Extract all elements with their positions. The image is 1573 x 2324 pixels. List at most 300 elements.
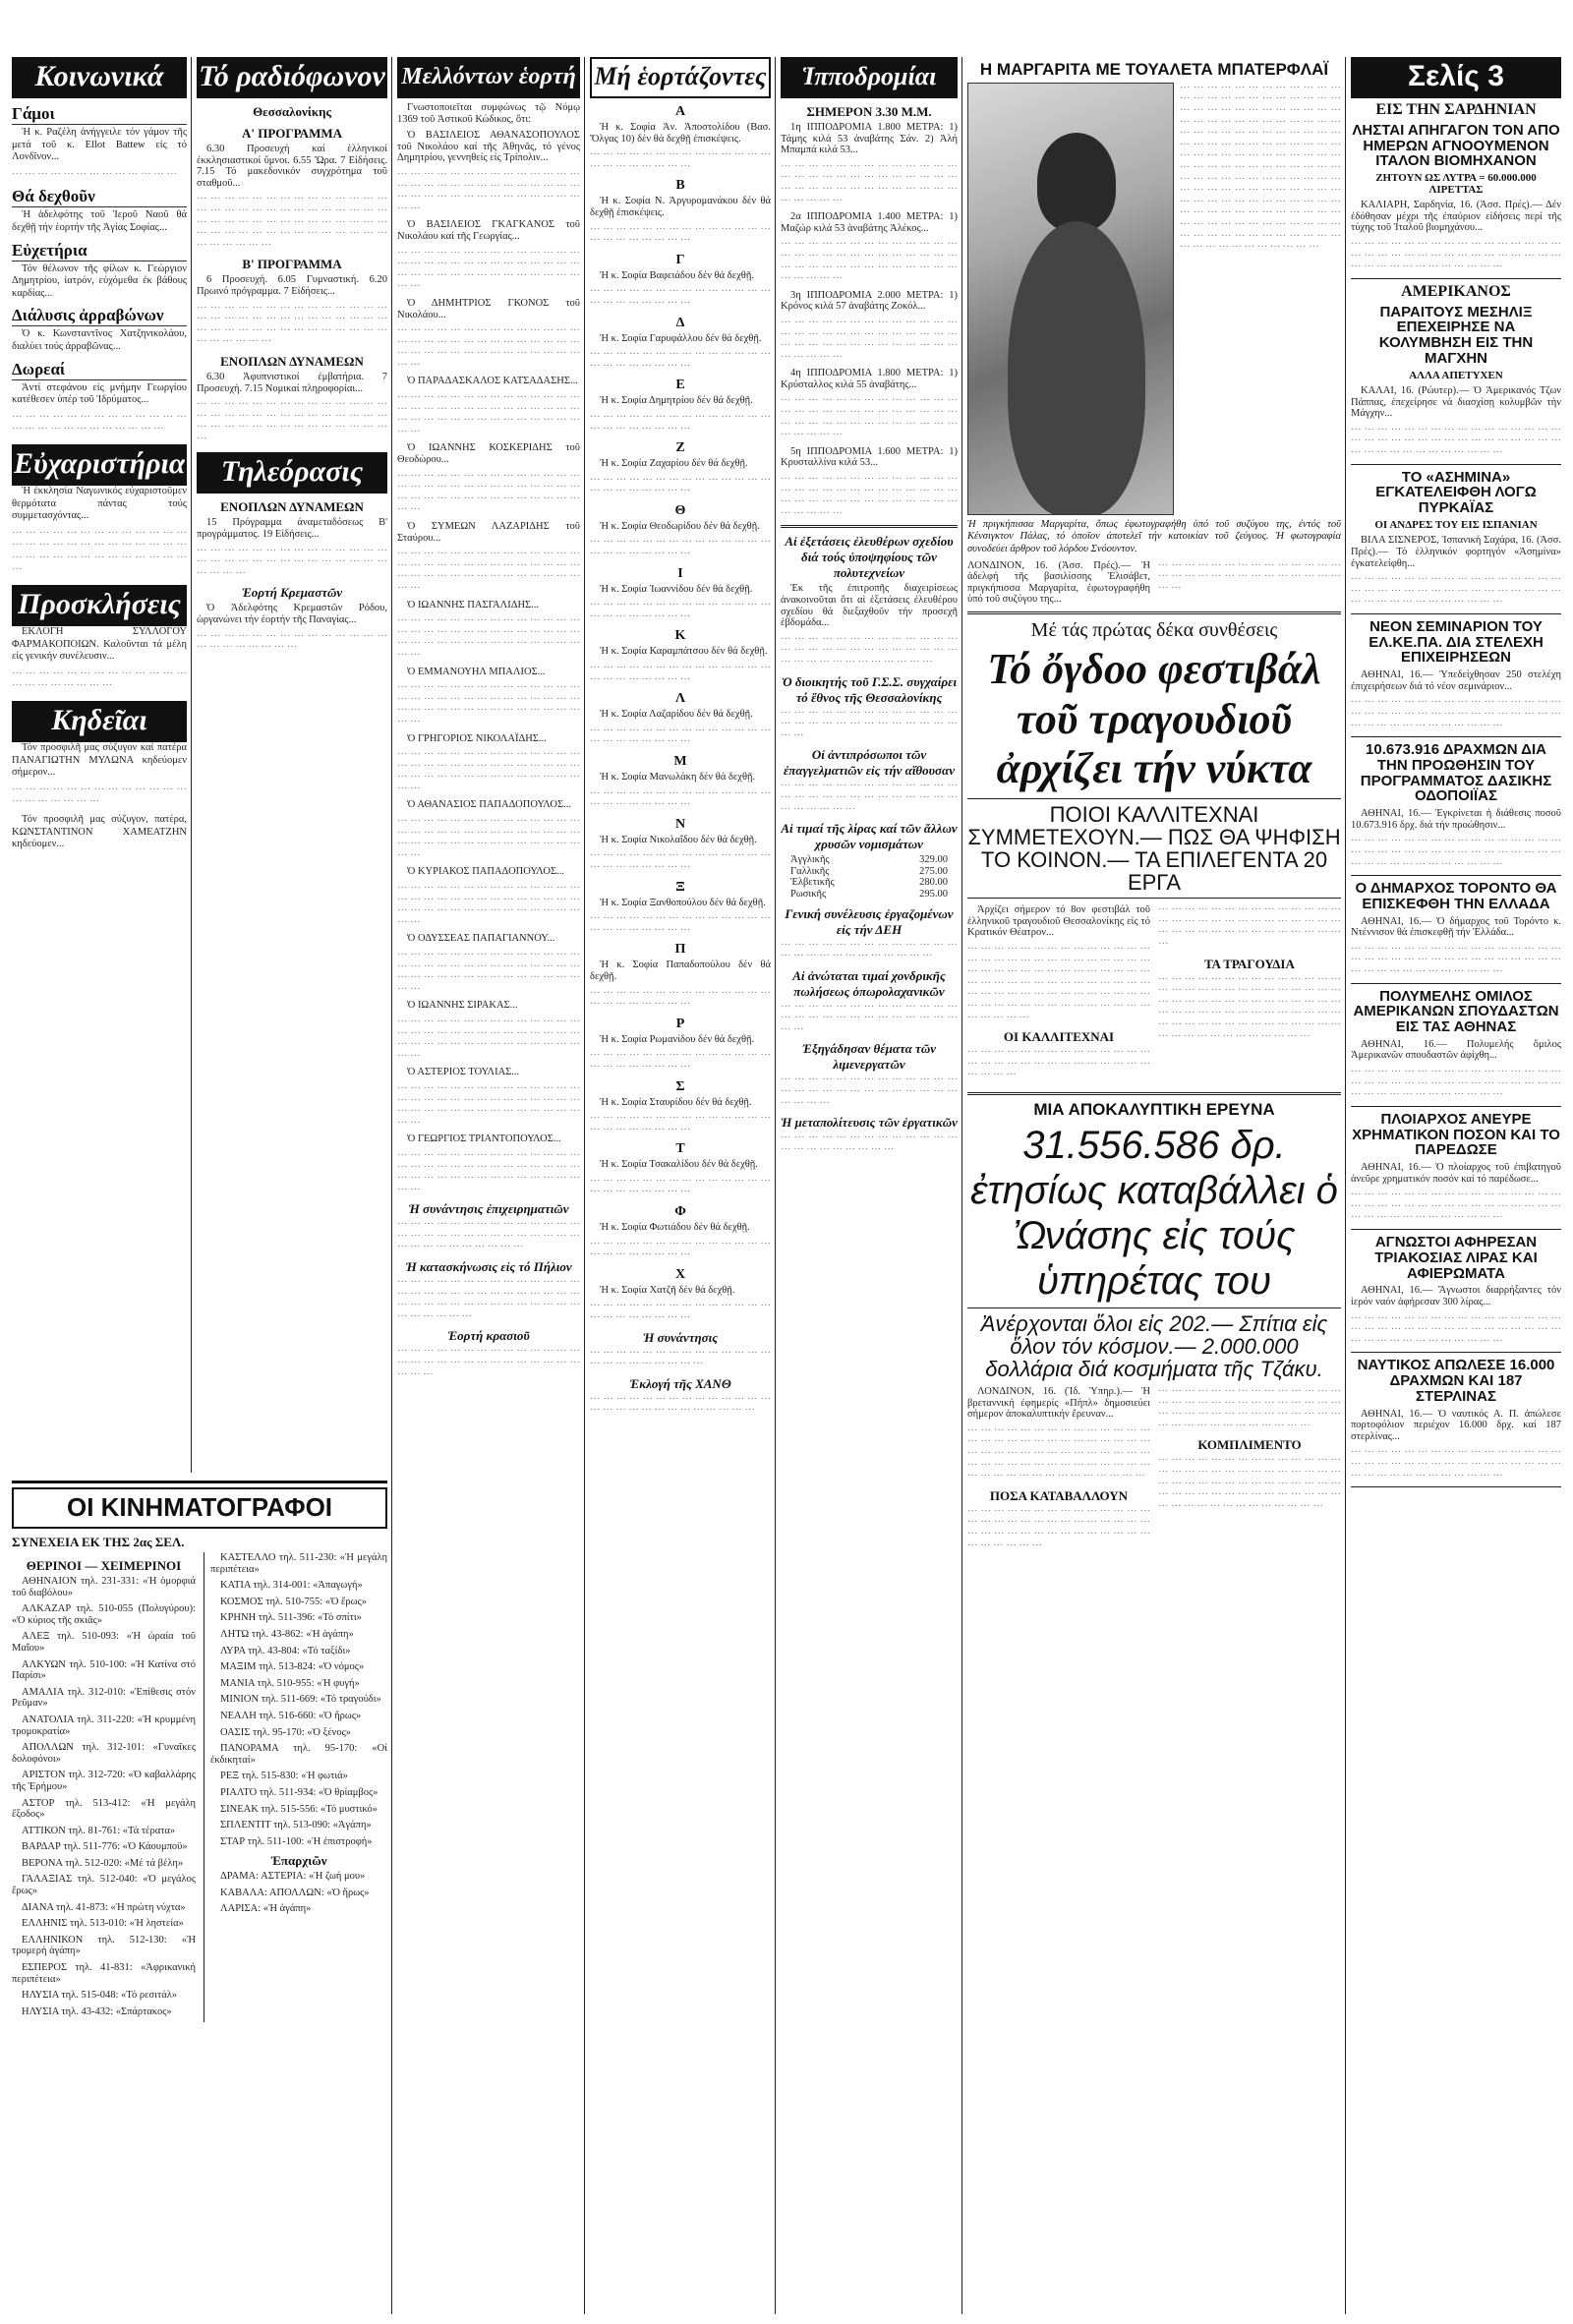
filler-text: ··· ··· ··· ··· ··· ··· ··· ··· ··· ··· ··· ··· ··· ··· ··· ··· ··· ··· ··· ··· ··· ··· ··· ··· ··· ··· ··· ··· ··· ··· ··· ···	[781, 781, 958, 815]
notice-item: Ὁ ΔΗΜΗΤΡΙΟΣ ΓΚΟΝΟΣ τοῦ Νικολάου...	[397, 297, 580, 320]
filler-text: ··· ··· ··· ··· ··· ··· ··· ··· ··· ··· ··· ··· ··· ··· ··· ··· ··· ··· ··· ··· ··· ··· ··· ··· ··· ··· ··· ··· ··· ··· ··· ··· ··· ··· ··· ··· ··· ··· ··· ··· ··· ··· ··· ···	[397, 392, 580, 437]
cinema-entries	[210, 1552, 387, 1847]
alphabet-letter: Ε	[675, 378, 685, 393]
race-entry: 4η ΙΠΠΟΔΡΟΜΙΑ 1.800 ΜΕΤΡΑ: 1) Κρύσταλλος κιλά 55 ἀναβάτης...	[781, 368, 958, 390]
subhead-today: ΣΗΜΕΡΟΝ 3.30 Μ.Μ.	[806, 104, 932, 119]
name-day-list	[590, 104, 771, 1324]
news-kicker: ΕΙΣ ΤΗΝ ΣΑΡΔΗΝΙΑΝ	[1375, 101, 1537, 118]
filler-text: ··· ··· ··· ··· ··· ··· ··· ··· ··· ··· ··· ··· ··· ··· ··· ··· ··· ··· ··· ··· ··· ···	[590, 411, 771, 435]
filler-text: ··· ··· ··· ··· ··· ··· ··· ··· ··· ··· ··· ··· ··· ··· ··· ··· ··· ··· ··· ··· ··· ···	[590, 474, 771, 497]
article-text: 6 Προσευχή. 6.05 Γυμναστική. 6.20 Πρωινό πρόγραμμα. 7 Εἰδήσεις...	[197, 274, 387, 297]
filler-text: ··· ··· ··· ··· ··· ··· ··· ··· ··· ··· ··· ··· ··· ··· ··· ··· ··· ··· ··· ··· ··· ··· ··· ··· ··· ··· ··· ··· ··· ··· ··· ··· ··· ··· ··· ··· ··· ··· ··· ··· ··· ··· ··· ···	[397, 615, 580, 661]
filler-text: ··· ··· ··· ··· ··· ··· ··· ··· ··· ··· ··· ··· ··· ··· ··· ··· ··· ··· ··· ··· ··· ··· ··· ··· ··· ··· ··· ··· ··· ··· ··· ··· ··· ··· ··· ··· ··· ··· ··· ··· ··· ··· ··· ··· ··· ··· ··· ···	[397, 1277, 580, 1322]
divider	[1351, 736, 1561, 737]
filler-text: ··· ··· ··· ··· ··· ··· ··· ··· ··· ··· ··· ··· ··· ··· ··· ··· ··· ··· ··· ··· ··· ··· ··· ··· ··· ··· ··· ··· ··· ··· ··· ··· ··· ··· ··· ··· ··· ··· ··· ··· ··· ··· ··· ···	[397, 1149, 580, 1195]
divider	[967, 611, 1341, 614]
alphabet-letter: Ρ	[675, 1016, 685, 1031]
filler-text: ··· ··· ··· ··· ··· ··· ··· ··· ··· ··· ··· ··· ··· ··· ··· ··· ··· ··· ··· ··· ··· ···	[781, 1133, 958, 1155]
divider	[1351, 1229, 1561, 1230]
news-headline: ΑΓΝΩΣΤΟΙ ΑΦΗΡΕΣΑΝ ΤΡΙΑΚΟΣΙΑΣ ΛΙΡΑΣ ΚΑΙ ΑΦΙΕΡΩΜΑΤΑ	[1374, 1234, 1538, 1282]
filler-text: ··· ··· ··· ··· ··· ··· ··· ··· ··· ··· ··· ··· ··· ··· ··· ··· ··· ··· ··· ··· ··· ··· ··· ··· ··· ··· ··· ··· ··· ··· ··· ··· ··· ··· ··· ··· ··· ··· ··· ··· ··· ··· ··· ··· ··· ··· ··· ···	[197, 302, 387, 348]
filler-text: ··· ··· ··· ··· ··· ··· ··· ··· ··· ··· ··· ··· ··· ··· ··· ··· ··· ··· ··· ··· ··· ··· ··· ··· ··· ··· ··· ··· ··· ··· ··· ··· ··· ··· ··· ··· ··· ··· ··· ··· ··· ··· ··· ···	[1351, 697, 1561, 731]
filler-text: ··· ··· ··· ··· ··· ··· ··· ··· ··· ··· ··· ··· ··· ··· ··· ··· ··· ··· ··· ··· ··· ···	[197, 630, 387, 654]
news-kicker: ΑΜΕΡΙΚΑΝΟΣ	[1401, 282, 1511, 300]
gold-price-table	[781, 854, 958, 900]
alphabet-letter: Ι	[677, 565, 683, 581]
news-body: ΑΘΗΝΑΙ, 16.— Ἄγνωστοι διαρρήξαντες τόν ἱερόν ναόν ἀφήρεσαν 300 λίρας...	[1351, 1285, 1561, 1307]
cinema-entry: ΒΕΡΟΝΑ τηλ. 512-020: «Μέ τά βέλη»	[22, 1857, 184, 1869]
coin-price: 295.00	[919, 888, 948, 900]
gold-price-row	[790, 854, 948, 866]
filler-text: ··· ··· ··· ··· ··· ··· ··· ··· ··· ··· ··· ··· ··· ··· ··· ··· ··· ··· ··· ··· ··· ··· ··· ··· ··· ··· ··· ··· ··· ··· ··· ··· ··· ··· ··· ··· ··· ··· ··· ··· ··· ··· ··· ···	[397, 749, 580, 794]
alphabet-letter: Ζ	[675, 440, 685, 456]
subhead-thessaloniki: Θεσσαλονίκης	[253, 104, 331, 119]
column-social	[12, 57, 187, 1473]
photo-headline: Η ΜΑΡΓΑΡΙΤΑ ΜΕ ΤΟΥΑΛΕΤΑ ΜΠΑΤΕΡΦΛΑΪ	[979, 60, 1329, 79]
column-horse-racing	[781, 57, 958, 2314]
cinema-entry: ΑΘΗΝΑΙΟΝ τηλ. 231-331: «Ἡ ὁμορφιά τοῦ διαβόλου»	[12, 1576, 196, 1598]
notice-item: Ὁ ΙΩΑΝΝΗΣ ΣΙΡΑΚΑΣ...	[407, 1000, 518, 1012]
cinema-entry: ΛΗΤΩ τηλ. 43-862: «Ἡ ἀγάπη»	[220, 1628, 354, 1640]
cinema-entry: ΑΜΑΛΙΑ τηλ. 312-010: «Ἐπίθεσις στόν Ρεῦμαν»	[12, 1686, 196, 1710]
filler-text: ··· ··· ··· ··· ··· ··· ··· ··· ··· ··· ··· ··· ··· ··· ··· ··· ··· ··· ··· ··· ··· ··· ··· ··· ··· ··· ··· ··· ··· ··· ··· ··· ··· ··· ··· ··· ··· ··· ··· ··· ··· ··· ··· ···	[781, 160, 958, 206]
section-header-radio: Τό ραδιόφωνον	[197, 57, 387, 98]
onassis-col-a	[967, 1386, 1150, 1556]
filler-text: ··· ··· ··· ··· ··· ··· ··· ··· ··· ··· ··· ··· ··· ··· ··· ··· ··· ··· ··· ··· ··· ··· ··· ··· ···	[781, 939, 958, 962]
filler-text: ··· ··· ··· ··· ··· ··· ··· ··· ··· ··· ··· ··· ··· ··· ··· ··· ··· ··· ··· ···	[12, 784, 187, 808]
name-day-entry: Ἡ κ. Σοφία Χατζῆ δέν θά δεχθῇ.	[600, 1284, 735, 1296]
cinema-entry: ΝΕΑΛΗ τηλ. 516-660: «Ὁ ἥρως»	[220, 1710, 362, 1721]
article-text: Ἡ κ. Ραζέλη ἀνήγγειλε τόν γάμον τῆς μετά τοῦ κ. Ellot Battew εἰς τό Λονδῖνον...	[12, 127, 187, 163]
coin-price: 329.00	[919, 854, 948, 866]
filler-text: ··· ··· ··· ··· ··· ··· ··· ··· ··· ··· ··· ··· ··· ··· ··· ··· ··· ··· ··· ··· ··· ··· ··· ··· ··· ··· ··· ··· ··· ··· ··· ··· ··· ··· ··· ··· ··· ··· ··· ··· ··· ··· ··· ···	[781, 239, 958, 285]
column-rule	[961, 57, 962, 2314]
name-day-entry: Ἡ κ. Σοφία Ν. Ἀργυρομανάκου δέν θά δεχθῇ ἐπισκέψεις.	[590, 196, 771, 218]
filler-text: ··· ··· ··· ··· ··· ··· ··· ··· ··· ··· ··· ··· ··· ··· ··· ··· ··· ··· ··· ··· ··· ···	[590, 850, 771, 873]
article-text: Ἡ ἀδελφότης τοῦ Ἱεροῦ Ναοῦ θά δεχθῇ τήν ἑορτήν τῆς Ἁγίας Σοφίας...	[12, 209, 187, 233]
name-day-entry: Ἡ κ. Σοφία Ἀν. Ἀποστολίδου (Βασ. Ὄλγας 10) δέν θά δεχθῇ ἐπισκέψεις.	[590, 122, 771, 145]
divider	[1351, 1486, 1561, 1487]
name-day-entry: Ἡ κ. Σοφία Ζαχαρίου δέν θά δεχθῇ.	[600, 458, 748, 470]
alphabet-letter: Γ	[675, 252, 685, 267]
article-text: 6.30 Ἀφυπνιστικοί ἐμβατήρια. 7 Προσευχή. 7.15 Νομικαί πληροφορίαι...	[197, 371, 387, 394]
news-headline: ΝΕΟΝ ΣΕΜΙΝΑΡΙΟΝ ΤΟΥ ΕΛ.ΚΕ.ΠΑ. ΔΙΑ ΣΤΕΛΕΧΗ ΕΠΙΧΕΙΡΗΣΕΩΝ	[1369, 617, 1544, 667]
onassis-headline: 31.556.586 δρ. ἐτησίως καταβάλλει ὁ Ὠνάσης εἰς τούς ὑπηρέτας του	[970, 1123, 1338, 1303]
article-text: Ἀντί στεφάνου εἰς μνήμην Γεωργίου κατέθεσεν ὑπέρ τοῦ Ἱδρύματος...	[12, 381, 187, 406]
alphabet-letter: Β	[675, 178, 685, 194]
coin-name: Γαλλικῆς	[790, 865, 830, 877]
filler-text: ··· ··· ··· ··· ··· ··· ··· ··· ··· ··· ··· ··· ··· ··· ··· ··· ··· ··· ··· ··· ··· ··· ··· ··· ··· ··· ··· ··· ··· ··· ··· ··· ··· ··· ··· ··· ··· ··· ··· ··· ··· ··· ··· ··· ··· ··· ··· ··· ··· ··· ··· ··· ··· ··· ··· ··· ··· ··· ··· ··· ··· ··· ··· ··· ··· ··· ··· ··· ··· ···	[967, 1424, 1150, 1482]
filler-text: ··· ··· ··· ··· ··· ··· ··· ··· ··· ··· ··· ··· ··· ··· ··· ··· ··· ··· ··· ··· ··· ···	[590, 663, 771, 685]
news-headline: ΤΟ «ΑΣΗΜΙΝΑ» ΕΓΚΑΤΕΛΕΙΦΘΗ ΛΟΓΩ ΠΥΡΚΑΪΑΣ	[1375, 468, 1537, 517]
name-day-entry: Ἡ κ. Σοφία Ἰωαννίδου δέν θά δεχθῇ.	[600, 583, 753, 595]
photo-princess	[967, 83, 1174, 515]
race-entry: 2α ΙΠΠΟΔΡΟΜΙΑ 1.400 ΜΕΤΡΑ: 1) Μαζώρ κιλά 53 ἀναβάτης Ἀλέκος...	[781, 211, 958, 234]
festival-col-b	[1158, 904, 1341, 1086]
filler-text: ··· ··· ··· ··· ··· ··· ··· ··· ··· ··· ··· ··· ··· ··· ··· ··· ··· ··· ··· ··· ··· ··· ··· ··· ··· ··· ··· ··· ··· ··· ··· ··· ··· ··· ··· ··· ··· ··· ··· ··· ··· ··· ··· ···	[1351, 1190, 1561, 1224]
cinema-entry: ΠΑΝΟΡΑΜΑ τηλ. 95-170: «Οἱ ἐκδικηταί»	[210, 1743, 387, 1766]
alphabet-letter: Ν	[674, 816, 686, 832]
race-list	[781, 122, 958, 519]
festival-kicker: Μέ τάς πρώτας δέκα συνθέσεις	[1030, 619, 1278, 641]
section-header-funerals: Κηδεῖαι	[12, 701, 187, 742]
news-body: ΚΑΛΑΙ, 16. (Ρώυτερ).— Ὁ Ἀμερικανός Τζων Πάππας, ἐπεχείρησε νά διασχίσῃ κολυμβῶν τήν Μάγχην...	[1351, 385, 1561, 420]
news-body: ΑΘΗΝΑΙ, 16.— Πολυμελής ὅμιλος Ἀμερικανῶν σπουδαστῶν ἀφίχθη...	[1351, 1038, 1561, 1062]
gold-price-row	[790, 877, 948, 889]
section-header-invitations: Προσκλήσεις	[12, 585, 187, 626]
filler-text: ··· ··· ··· ··· ··· ··· ··· ··· ··· ··· ··· ··· ··· ··· ··· ··· ··· ··· ··· ··· ··· ··· ··· ··· ··· ··· ··· ··· ··· ··· ··· ··· ··· ··· ··· ··· ··· ···	[781, 633, 958, 668]
cinema-entry: ΑΤΤΙΚΟΝ τηλ. 81-761: «Τά τέρατα»	[22, 1825, 176, 1836]
subhead-exams: Αἱ ἐξετάσεις ἐλευθέρων σχεδίου διά τούς ὑποψηφίους τῶν πολυτεχνείων	[785, 534, 954, 581]
race-entry: 5η ΙΠΠΟΔΡΟΜΙΑ 1.600 ΜΕΤΡΑ: 1) Κρυσταλλίνα κιλά 53...	[781, 445, 958, 469]
filler-text: ··· ··· ··· ··· ··· ··· ··· ··· ··· ··· ··· ··· ··· ··· ··· ··· ··· ··· ··· ··· ··· ···	[590, 1113, 771, 1135]
cinema-entry: ΚΡΗΝΗ τηλ. 511-396: «Τό σπίτι»	[220, 1612, 362, 1624]
subhead-receptions: Θά δεχθοῦν	[12, 187, 187, 207]
filler-text: ··· ··· ··· ··· ··· ··· ··· ··· ··· ··· ··· ··· ··· ··· ··· ··· ··· ··· ··· ··· ··· ···	[590, 537, 771, 560]
article-text: 15 Πρόγραμμα ἀναμεταδόσεως Β' προγράμματος. 19 Εἰδήσεις...	[197, 517, 387, 541]
filler-text: ··· ··· ··· ··· ··· ··· ··· ··· ··· ··· ··· ··· ··· ··· ··· ··· ··· ··· ··· ··· ··· ··· ··· ··· ··· ··· ··· ··· ··· ··· ··· ···	[197, 545, 387, 579]
filler-text: ··· ··· ··· ··· ··· ··· ··· ··· ··· ··· ··· ··· ··· ··· ··· ··· ··· ··· ··· ··· ··· ··· ··· ··· ··· ··· ··· ··· ··· ··· ··· ··· ··· ··· ··· ··· ··· ··· ··· ··· ··· ··· ···	[197, 399, 387, 444]
news-body: ΑΘΗΝΑΙ, 16.— Ὁ δήμαρχος τοῦ Τορόντο κ. Ντέννισον θά ἐπισκεφθῇ τήν Ἑλλάδα...	[1351, 915, 1561, 939]
cinema-list-b	[204, 1552, 387, 2022]
news-body: ΑΘΗΝΑΙ, 16.— Ὁ πλοίαρχος τοῦ ἐπιβατηγοῦ ἀνεῦρε χρηματικόν ποσόν καί τό παρέδωσε...	[1351, 1162, 1561, 1185]
filler-text: ··· ··· ··· ··· ··· ··· ··· ··· ··· ··· ··· ··· ··· ··· ··· ··· ··· ··· ··· ··· ··· ···	[590, 1238, 771, 1261]
filler-text: ··· ··· ··· ··· ··· ··· ··· ··· ··· ··· ··· ··· ··· ··· ··· ··· ··· ··· ··· ··· ··· ··· ··· ··· ··· ··· ··· ··· ··· ··· ··· ··· ··· ··· ··· ··· ··· ··· ··· ··· ··· ··· ··· ···	[397, 883, 580, 928]
cinema-entry: ΗΛΥΣΙΑ τηλ. 515-048: «Τό ρεσιτάλ»	[22, 1990, 178, 2002]
subhead-songs: ΤΑ ΤΡΑΓΟΥΔΙΑ	[1204, 956, 1295, 971]
cinema-entry: ΑΛΕΞ τηλ. 510-093: «Ἡ ὡραία τοῦ Μαΐου»	[12, 1631, 196, 1654]
news-headline: ΝΑΥΤΙΚΟΣ ΑΠΩΛΕΣΕ 16.000 ΔΡΑΧΜΩΝ ΚΑΙ 187 ΣΤΕΡΛΙΝΑΣ	[1357, 1357, 1555, 1405]
race-entry: 3η ΙΠΠΟΔΡΟΜΙΑ 2.000 ΜΕΤΡΑ: 1) Κρόνος κιλά 57 ἀναβάτης Ζοκόλ...	[781, 289, 958, 313]
name-day-entry: Ἡ κ. Σοφία Τσακαλίδου δέν θά δεχθῇ.	[600, 1159, 758, 1171]
filler-text: ··· ··· ··· ··· ··· ··· ··· ··· ··· ··· ··· ··· ··· ··· ··· ··· ··· ··· ··· ··· ··· ··· ··· ··· ··· ··· ··· ··· ··· ··· ··· ···	[967, 1047, 1150, 1081]
cinema-entry: ΜΑΝΙΑ τηλ. 510-955: «Ἡ φυγή»	[220, 1677, 360, 1689]
subhead-engagement: Διάλυσις ἀρραβώνων	[12, 306, 187, 326]
name-day-entry: Ἡ κ. Σοφία Νικολαΐδου δέν θά δεχθῇ.	[600, 834, 757, 845]
article-text: Γνωστοποιεῖται συμφώνως τῷ Νόμῳ 1369 τοῦ Ἀστικοῦ Κώδικος, ὅτι:	[397, 102, 580, 125]
news-body: ΑΘΗΝΑΙ, 16.— Ἐγκρίνεται ἡ διάθεσις ποσοῦ 10.673.916 δρχ. διά τήν προώθησιν...	[1351, 808, 1561, 831]
cinema-entry: ΒΑΡΔΑΡ τηλ. 511-776: «Ὁ Κάουμποϋ»	[22, 1841, 188, 1853]
alphabet-letter: Χ	[674, 1266, 686, 1282]
notice-item: Ὁ ΕΜΜΑΝΟΥΗΛ ΜΠΑΛΙΟΣ...	[407, 666, 546, 677]
filler-text: ··· ··· ··· ··· ··· ··· ··· ··· ··· ··· ··· ··· ··· ··· ··· ··· ··· ··· ··· ··· ··· ···	[590, 913, 771, 936]
filler-text: ··· ··· ··· ··· ··· ··· ··· ··· ··· ··· ··· ··· ··· ··· ··· ··· ··· ··· ··· ··· ··· ··· ··· ··· ···	[12, 411, 187, 436]
filler-text: ··· ··· ··· ··· ··· ··· ··· ··· ··· ··· ··· ··· ··· ··· ··· ··· ··· ··· ··· ··· ··· ··· ··· ··· ··· ··· ··· ··· ··· ··· ··· ··· ··· ··· ··· ··· ··· ··· ··· ··· ··· ··· ··· ···	[1351, 1067, 1561, 1101]
cinema-entry: ΑΡΙΣΤΟΝ τηλ. 312-720: «Ὁ καβαλλάρης τῆς Ἐρήμου»	[12, 1770, 196, 1792]
column-rule	[391, 57, 392, 2314]
news-headline: ΛΗΣΤΑΙ ΑΠΗΓΑΓΟΝ ΤΟΝ ΑΠΟ ΗΜΕΡΩΝ ΑΓΝΟΟΥΜΕΝΟΝ ΙΤΑΛΟΝ ΒΙΟΜΗΧΑΝΟΝ	[1352, 121, 1560, 170]
news-body: ΑΘΗΝΑΙ, 16.— Ὑπεδείχθησαν 250 στελέχη ἐπιχειρήσεων διά τό νέον σεμινάριον...	[1351, 669, 1561, 692]
filler-text: ··· ··· ··· ··· ··· ··· ··· ··· ··· ··· ··· ··· ··· ··· ··· ··· ··· ··· ··· ··· ··· ··· ··· ··· ··· ··· ··· ··· ··· ··· ··· ··· ··· ··· ··· ··· ··· ··· ··· ··· ··· ··· ··· ···	[397, 247, 580, 293]
subhead-representatives: Οἱ ἀντιπρόσωποι τῶν ἐπαγγελματιῶν εἰς τήν αἴθουσαν	[783, 747, 956, 779]
cinema-entry: ΕΣΠΕΡΟΣ τηλ. 41-831: «Ἀφρικανική περιπέτεια»	[12, 1962, 196, 1985]
subhead-workers: Ἡ μεταπολίτευσις τῶν ἐργατικῶν	[781, 1115, 958, 1131]
column-news-briefs	[1351, 57, 1561, 2314]
news-body: ΚΑΛΙΑΡΗ, Σαρδηνία, 16. (Ἀσσ. Πρές).— Δέν ἐδόθησαν μέχρι τῆς ἐπαύριον εἰδήσεις περί τῆς τύχης τοῦ Ἰταλοῦ βιομηχάνου...	[1351, 200, 1561, 234]
coin-name: Ἀγγλικῆς	[790, 854, 830, 866]
onassis-kicker: ΜΙΑ ΑΠΟΚΑΛΥΠΤΙΚΗ ΕΡΕΥΝΑ	[1033, 1099, 1275, 1119]
alphabet-letter: Μ	[673, 754, 687, 769]
photo-side-text	[1180, 83, 1341, 515]
subhead-provinces: Ἐπαρχιῶν	[270, 1853, 327, 1869]
article-text: ΛΟΝΔΙΝΟΝ, 16. (Ἰδ. Ὑπηρ.).— Ἡ βρεταννική ἐφημερίς «Πήπλ» δημοσιεύει σήμερον ἀποκαλυπτικήν ἔρευναν...	[967, 1386, 1150, 1421]
news-headline: ΠΛΟΙΑΡΧΟΣ ΑΝΕΥΡΕ ΧΡΗΜΑΤΙΚΟΝ ΠΟΣΟΝ ΚΑΙ ΤΟ ΠΑΡΕΔΩΣΕ	[1352, 1110, 1560, 1159]
filler-text: ··· ··· ··· ··· ··· ··· ··· ··· ··· ··· ··· ··· ··· ··· ··· ··· ··· ··· ··· ··· ··· ··· ···	[590, 1347, 771, 1370]
subhead-weddings: Γάμοι	[12, 104, 187, 125]
filler-text: ··· ··· ··· ··· ··· ··· ··· ··· ··· ··· ··· ··· ··· ··· ··· ··· ··· ··· ··· ··· ··· ···	[590, 725, 771, 748]
filler-text: ··· ··· ··· ··· ··· ··· ··· ··· ··· ··· ··· ··· ··· ··· ··· ··· ··· ··· ··· ··· ··· ··· ··· ··· ··· ··· ··· ··· ··· ···	[781, 1075, 958, 1109]
subhead-program-a: Α' ΠΡΟΓΡΑΜΜΑ	[241, 126, 343, 141]
cinema-entry: ΗΛΥΣΙΑ τηλ. 43-432: «Σπάρτακος»	[22, 2005, 172, 2017]
filler-text: ··· ··· ··· ··· ··· ··· ··· ··· ··· ··· ··· ··· ··· ··· ··· ··· ··· ··· ··· ··· ··· ··· ··· ··· ··· ··· ··· ··· ··· ··· ··· ··· ··· ··· ··· ··· ··· ··· ··· ··· ··· ··· ··· ··· ··· ··· ··· ··· ··· ··· ··· ··· ··· ··· ··· ··· ··· ··· ··· ··· ··· ··· ··· ··· ··· ··· ··· ··· ···	[1158, 1455, 1341, 1512]
name-day-entry: Ἡ κ. Σοφία Σταυρίδου δέν θά δεχθῇ.	[600, 1096, 752, 1108]
notice-item: Ὁ ΑΘΑΝΑΣΙΟΣ ΠΑΠΑΔΟΠΟΥΛΟΣ...	[407, 799, 571, 811]
coin-name: Ἑλβετικῆς	[790, 877, 835, 889]
article-text: Ἀρχίζει σήμερον τό 8ον φεστιβάλ τοῦ ἑλληνικοῦ τραγουδιοῦ Θεσσαλονίκης εἰς τό Κρατικόν Θέατρον...	[967, 904, 1150, 939]
filler-text: ··· ··· ··· ··· ··· ··· ··· ··· ··· ··· ··· ··· ··· ··· ··· ··· ··· ··· ··· ··· ··· ··· ··· ··· ··· ··· ··· ··· ··· ··· ··· ··· ··· ··· ··· ··· ··· ··· ··· ···	[12, 527, 187, 576]
cinema-entry: ΣΙΝΕΑΚ τηλ. 515-556: «Τό μυστικό»	[220, 1803, 378, 1815]
filler-text: ··· ··· ··· ··· ··· ··· ··· ··· ··· ··· ··· ··· ··· ··· ··· ··· ··· ··· ··· ··· ··· ··· ··· ··· ··· ··· ··· ··· ··· ··· ···	[397, 1346, 580, 1380]
subhead-kremasti: Ἑορτή Κρεμαστῶν	[241, 585, 343, 601]
filler-text: ··· ··· ··· ··· ··· ··· ··· ··· ··· ··· ··· ··· ··· ··· ··· ··· ··· ··· ··· ··· ··· ··· ··· ··· ··· ··· ··· ··· ··· ··· ··· ··· ··· ··· ··· ··· ··· ··· ··· ··· ··· ··· ··· ··· ··· ··· ··· ··· ··· ··· ··· ··· ··· ··· ··· ··· ··· ··· ··· ··· ··· ··· ··· ··· ··· ··· ··· ··· ··· ··· ··· ··· ··· ··· ··· ··· ··· ··· ··· ··· ··· ··· ··· ··· ··· ··· ··· ··· ···	[967, 943, 1150, 1023]
divider	[781, 525, 958, 528]
column-radio	[197, 57, 387, 1473]
filler-text: ··· ··· ··· ··· ··· ··· ··· ··· ··· ··· ··· ··· ··· ··· ··· ··· ··· ··· ··· ··· ··· ··· ··· ··· ··· ··· ··· ··· ··· ··· ··· ··· ··· ··· ··· ··· ··· ··· ··· ··· ··· ··· ··· ···	[397, 470, 580, 516]
subhead-gold-prices: Αἱ τιμαί τῆς λίρας καί τῶν ἄλλων χρυσῶν νομισμάτων	[781, 821, 958, 852]
subhead-dei: Γενική συνέλευσις ἐργαζομένων εἰς τήν ΔΕΗ	[785, 905, 954, 937]
cinema-entry: ΚΑΤΙΑ τηλ. 314-001: «Ἀπαγωγή»	[220, 1580, 363, 1592]
newspaper-page	[12, 57, 1561, 2314]
filler-text: ··· ··· ··· ··· ··· ··· ··· ··· ··· ··· ··· ··· ··· ··· ··· ··· ··· ··· ··· ··· ··· ···	[590, 286, 771, 309]
subhead-meeting: Ἡ συνάντησις ἐπιχειρηματιῶν	[408, 1201, 569, 1217]
name-day-entry: Ἡ κ. Σοφία Φωτιάδου δέν θά δεχθῇ.	[600, 1222, 750, 1234]
filler-text: ··· ··· ··· ··· ··· ··· ··· ··· ··· ··· ··· ··· ··· ··· ··· ··· ··· ··· ··· ··· ··· ··· ··· ··· ··· ··· ··· ··· ··· ··· ··· ··· ··· ··· ··· ··· ··· ··· ··· ··· ··· ··· ··· ···	[781, 395, 958, 441]
coin-price: 280.00	[919, 877, 948, 889]
race-entry: 1η ΙΠΠΟΔΡΟΜΙΑ 1.800 ΜΕΤΡΑ: 1) Τάμης κιλά 53 ἀναβάτης Σάν. 2) Ἀλή Μπαμπά κιλά 53...	[781, 122, 958, 156]
filler-text: ··· ··· ··· ··· ··· ··· ··· ··· ··· ··· ··· ··· ···	[12, 168, 177, 180]
cinema-entry: ΣΤΑΡ τηλ. 511-100: «Ἡ ἐπιστροφή»	[220, 1835, 373, 1847]
filler-text: ··· ··· ··· ··· ··· ··· ··· ··· ··· ··· ··· ··· ··· ··· ··· ··· ··· ··· ··· ··· ··· ··· ··· ··· ··· ··· ··· ··· ··· ··· ··· ··· ··· ··· ··· ··· ··· ··· ··· ··· ··· ··· ··· ···	[397, 1082, 580, 1129]
notice-list	[397, 130, 580, 1195]
notice-item: Ὁ ΓΕΩΡΓΙΟΣ ΤΡΙΑΝΤΟΠΟΥΛΟΣ...	[407, 1133, 561, 1145]
cinema-entry: ΜΑΞΙΜ τηλ. 513-824: «Ὁ νόμος»	[220, 1661, 365, 1673]
notice-item: Ὁ ΒΑΣΙΛΕΙΟΣ ΓΚΑΓΚΑΝΟΣ τοῦ Νικολάου καί τῆς Γεωργίας...	[397, 219, 580, 242]
section-header-thanks: Εὐχαριστήρια	[12, 444, 187, 486]
subhead-election: Ἐκλογή τῆς ΧΑΝΘ	[629, 1375, 731, 1391]
divider	[1351, 875, 1561, 876]
subhead-summer-winter: ΘΕΡΙΝΟΙ — ΧΕΙΜΕΡΙΝΟΙ	[26, 1558, 182, 1573]
cinema-entry: ΑΛΚΑΖΑΡ τηλ. 510-055 (Πολυγύρου): «Ὁ κύριος τῆς σκιᾶς»	[12, 1603, 196, 1626]
filler-text: ··· ··· ··· ··· ··· ··· ··· ··· ··· ··· ··· ··· ··· ··· ··· ··· ··· ··· ··· ··· ··· ··· ··· ··· ··· ··· ··· ··· ··· ··· ··· ··· ··· ··· ··· ··· ··· ··· ··· ··· ··· ··· ··· ··· ··· ··· ··· ···	[967, 1505, 1150, 1551]
news-subhead: ΟΙ ΑΝΔΡΕΣ ΤΟΥ ΕΙΣ ΙΣΠΑΝΙΑΝ	[1374, 518, 1538, 531]
divider	[967, 1092, 1341, 1095]
article-text: ΕΚΛΟΓΗ ΣΥΛΛΟΓΟΥ ΦΑΡΜΑΚΟΠΟΙΩΝ. Καλοῦνται τά μέλη εἰς γενικήν συνέλευσιν...	[12, 626, 187, 663]
filler-text: ··· ··· ··· ··· ··· ··· ··· ··· ··· ··· ··· ··· ··· ··· ··· ··· ··· ··· ··· ··· ··· ···	[590, 600, 771, 622]
subhead-program-b: Β' ΠΡΟΓΡΑΜΜΑ	[242, 257, 342, 272]
name-day-entry: Ἡ κ. Σοφία Παπαδοπούλου δέν θά δεχθῇ.	[590, 959, 771, 982]
news-headline: ΠΑΡΑΙΤΟΥΣ ΜΕΣΗΛΙΞ ΕΠΕΧΕΙΡΗΣΕ ΝΑ ΚΟΛΥΜΒΗΣΗ ΕΙΣ ΤΗΝ ΜΑΓΧΗΝ	[1378, 303, 1534, 367]
subhead-meeting: Ἡ συνάντησις	[642, 1329, 719, 1345]
filler-text: ··· ··· ··· ··· ··· ··· ··· ··· ··· ··· ··· ··· ··· ··· ··· ··· ··· ··· ··· ··· ··· ··· ··· ··· ··· ··· ··· ··· ··· ··· ··· ··· ··· ··· ··· ··· ··· ··· ··· ··· ··· ··· ··· ··· ··· ··· ··· ··· ··· ··· ··· ··· ··· ··· ··· ··· ··· ··· ··· ··· ··· ··· ··· ··· ··· ··· ··· ··· ··· ··· ··· ··· ··· ··· ··· ··· ··· ··· ··· ··· ··· ··· ··· ··· ··· ··· ··· ··· ··· ··· ··· ··· ··· ··· ··· ··· ··· ··· ··· ··· ··· ··· ··· ··· ··· ··· ··· ··· ··· ··· ··· ··· ··· ··· ··· ··· ··· ··· ··· ··· ··· ··· ··· ··· ··· ··· ··· ··· ··· ··· ··· ··· ··· ··· ··· ··· ··· ··· ··· ··· ··· ··· ··· ··· ··· ··· ··· ··· ··· ··· ··· ··· ··· ··· ··· ··· ··· ··· ··· ··· ··· ··· ··· ··· ··· ··· ··· ··· ··· ··· ··· ··· ··· ··· ··· ··· ··· ··· ···	[1180, 82, 1341, 254]
alphabet-letter: Α	[674, 104, 686, 119]
subhead-armed-forces-tv: ΕΝΟΠΛΩΝ ΔΥΝΑΜΕΩΝ	[220, 499, 364, 515]
cinema-entry: ΚΟΣΜΟΣ τηλ. 510-755: «Ὁ ἔρως»	[220, 1596, 367, 1607]
cinema-entry: ΔΙΑΝΑ τηλ. 41-873: «Ἡ πρώτη νύχτα»	[22, 1901, 186, 1913]
cinema-entry: ΡΕΞ τηλ. 515-830: «Ἡ φωτιά»	[220, 1771, 348, 1782]
subhead-armed-forces: ΕΝΟΠΛΩΝ ΔΥΝΑΜΕΩΝ	[220, 353, 364, 369]
news-subhead: ΖΗΤΟΥΝ ΩΣ ΛΥΤΡΑ = 60.000.000 ΛΙΡΕΤΤΑΣ	[1375, 172, 1537, 196]
photo-figure-head	[1037, 133, 1116, 231]
section-header-horse-racing: Ἱπποδρομίαι	[781, 57, 958, 98]
filler-text: ··· ··· ··· ··· ··· ··· ··· ··· ··· ··· ··· ··· ··· ··· ··· ··· ··· ··· ··· ··· ··· ··· ··· ··· ··· ··· ··· ··· ··· ··· ··· ··· ··· ··· ··· ··· ··· ···	[397, 1219, 580, 1253]
filler-text: ··· ··· ··· ··· ··· ··· ··· ··· ··· ··· ··· ··· ··· ··· ··· ··· ··· ··· ··· ··· ··· ···	[590, 349, 771, 372]
subhead-wholesale: Αἱ ἀνώταται τιμαί χονδρικῆς πωλήσεως ὀπωρολαχανικῶν	[792, 967, 946, 999]
filler-text: ··· ··· ··· ··· ··· ··· ··· ··· ··· ··· ··· ··· ··· ··· ··· ··· ··· ··· ··· ··· ··· ···	[590, 223, 771, 247]
cinema-entry: ΑΣΤΟΡ τηλ. 513-412: «Ἡ μεγάλη ἔξοδος»	[12, 1797, 196, 1821]
alphabet-letter: Δ	[675, 315, 685, 330]
coin-name: Ρωσικῆς	[790, 888, 827, 900]
cinema-entry: ΕΛΛΗΝΙΚΟΝ τηλ. 512-130: «Ἡ τρομερή ἀγάπη»	[12, 1934, 196, 1957]
divider	[1351, 613, 1561, 614]
subhead-continued: ΣΥΝΕΧΕΙΑ ΕΚ ΤΗΣ 2ας ΣΕΛ.	[12, 1535, 185, 1549]
divider	[1351, 1106, 1561, 1107]
cinema-entry: ΜΙΝΙΟΝ τηλ. 511-669: «Τό τραγούδι»	[220, 1694, 381, 1706]
filler-text: ··· ··· ··· ··· ··· ··· ··· ··· ··· ··· ··· ··· ··· ··· ··· ··· ··· ··· ··· ··· ··· ··· ··· ··· ··· ··· ··· ··· ··· ··· ··· ··· ··· ··· ··· ··· ··· ··· ··· ··· ··· ··· ··· ···	[397, 950, 580, 995]
name-day-entry: Ἡ κ. Σοφία Καραμπάτσου δέν θά δεχθῇ.	[600, 646, 768, 658]
filler-text: ··· ··· ··· ··· ··· ··· ··· ··· ··· ··· ··· ··· ··· ··· ··· ··· ··· ··· ··· ··· ··· ···	[590, 787, 771, 811]
notice-item: Ὁ ΑΣΤΕΡΙΟΣ ΤΟΥΛΙΑΣ...	[407, 1067, 520, 1078]
onassis-subhead: Ἀνέρχονται ὅλοι εἰς 202.— Σπίτια εἰς ὅλον τόν κόσμον.— 2.000.000 δολλάρια διά κοσμήματα τῆς Τζάκυ.	[967, 1307, 1341, 1380]
subhead-dockworkers: Ἐξηγάδησαν θέματα τῶν λιμενεργατῶν	[802, 1041, 936, 1073]
divider	[1351, 278, 1561, 279]
section-header-future: Μελλόντων ἑορτή	[397, 57, 580, 98]
filler-text: ··· ··· ··· ··· ··· ··· ··· ··· ··· ··· ··· ··· ··· ··· ··· ··· ··· ··· ··· ··· ··· ··· ··· ··· ··· ··· ··· ··· ··· ··· ··· ··· ··· ··· ··· ··· ··· ··· ··· ··· ··· ··· ··· ···	[1351, 1312, 1561, 1347]
filler-text: ··· ··· ··· ··· ··· ··· ··· ··· ··· ··· ··· ··· ··· ··· ··· ··· ··· ··· ··· ··· ··· ··· ··· ··· ··· ··· ··· ···	[781, 1001, 958, 1035]
photo-caption: Ἡ πριγκήπισσα Μαργαρίτα, ὅπως ἐφωτογραφήθη ὑπό τοῦ συζύγου της, ἐντός τοῦ Κένσιγκτον Πάλας, τό ὁποῖον ἀποτελεῖ τήν κατοικίαν τοῦ ζεύγους. Ἡ φωτογραφία συνοδεύει ἄρθρον τοῦ λόρδου Σνόουντον.	[967, 518, 1341, 555]
filler-text: ··· ··· ··· ··· ··· ··· ··· ··· ··· ··· ··· ··· ··· ··· ··· ··· ··· ··· ··· ··· ··· ··· ··· ··· ··· ··· ··· ··· ··· ··· ··· ··· ··· ··· ··· ··· ··· ··· ··· ··· ··· ··· ··· ···	[1351, 238, 1561, 273]
divider	[1351, 464, 1561, 465]
alphabet-letter: Λ	[674, 691, 686, 707]
news-list	[1351, 102, 1561, 1487]
onassis-body	[967, 1386, 1341, 1556]
festival-subhead: ΠΟΙΟΙ ΚΑΛΛΙΤΕΧΝΑΙ ΣΥΜΜΕΤΕΧΟΥΝ.— ΠΩΣ ΘΑ ΨΗΦΙΣΗ ΤΟ ΚΟΙΝΟΝ.— ΤΑ ΕΠΙΛΕΓΕΝΤΑ 20 ΕΡΓΑ	[967, 798, 1341, 899]
news-body: ΒΙΛΑ ΣΙΣΝΕΡΟΣ, Ἱσπανική Σαχάρα, 16. (Ἀσσ. Πρές).— Τό ἑλληνικόν φορτηγόν «Ἀσημίνα» ἐγκατελείφθη...	[1351, 535, 1561, 569]
onassis-col-b	[1158, 1386, 1341, 1556]
notice-item: Ὁ ΓΡΗΓΟΡΙΟΣ ΝΙΚΟΛΑΪΔΗΣ...	[407, 732, 547, 744]
alphabet-letter: Φ	[674, 1204, 686, 1220]
filler-text: ··· ··· ··· ··· ··· ··· ··· ··· ··· ··· ··· ··· ··· ··· ··· ··· ··· ··· ··· ··· ···	[12, 668, 187, 692]
column-rule	[775, 57, 776, 2314]
section-header-cinemas: ΟΙ ΚΙΝΗΜΑΤΟΓΡΑΦΟΙ	[12, 1487, 387, 1529]
divider	[1351, 1352, 1561, 1353]
column-notices	[397, 57, 580, 2314]
notice-item: Ὁ ΙΩΑΝΝΗΣ ΚΟΣΚΕΡΙΔΗΣ τοῦ Θεοδώρου...	[397, 442, 580, 466]
news-subhead: ΑΛΛΑ ΑΠΕΤΥΧΕΝ	[1409, 369, 1503, 381]
filler-text: ··· ··· ··· ··· ··· ··· ··· ··· ··· ··· ··· ··· ··· ··· ··· ··· ··· ··· ··· ··· ··· ··· ··· ··· ··· ··· ··· ··· ··· ···	[1158, 559, 1341, 594]
alphabet-letter: Τ	[675, 1141, 685, 1157]
name-day-entry: Ἡ κ. Σοφία Μανωλάκη δέν θά δεχθῇ.	[600, 772, 756, 783]
filler-text: ··· ··· ··· ··· ··· ··· ··· ··· ··· ··· ··· ··· ··· ··· ··· ··· ··· ··· ··· ··· ··· ··· ··· ··· ··· ··· ··· ···	[781, 707, 958, 741]
cinema-entry: ΑΠΟΛΛΩΝ τηλ. 312-101: «Γυναῖκες δολοφόνοι»	[12, 1742, 196, 1765]
article-text: Τόν προσφιλῆ μας σύζυγον, πατέρα, ΚΩΝΣΤΑΝΤΙΝΟΝ ΧΑΜΕΑΤΖΗΝ κηδεύομεν...	[12, 814, 187, 850]
filler-text: ··· ··· ··· ··· ··· ··· ··· ··· ··· ··· ··· ··· ··· ··· ··· ··· ··· ··· ··· ··· ··· ··· ··· ··· ··· ··· ··· ··· ··· ··· ··· ··· ··· ··· ··· ··· ··· ··· ··· ··· ··· ··· ··· ··· ··· ··· ··· ··· ··· ··· ··· ··· ··· ··· ··· ··· ··· ··· ··· ··· ··· ··· ··· ··· ··· ··· ··· ··· ··· ··· ··· ··· ··· ··· ··· ··· ··· ··· ··· ··· ··· ···	[1158, 973, 1341, 1042]
cinema-section	[12, 1481, 387, 2314]
article-text: Ἐκ τῆς ἐπιτροπῆς διαχειρίσεως ἀνακοινοῦται ὅτι αἱ ἐξετάσεις ἐλευθέρου σχεδίου θά διεξαχθοῦν τήν προσεχῆ ἑβδομάδα...	[781, 583, 958, 629]
article-text: 6.30 Προσευχή καί ἑλληνικοί ἐκκλησιαστικοί ὕμνοι. 6.55 Ὥρα. 7 Εἰδήσεις. 7.15 Τό μακεδονικόν συγχρότημα τοῦ σταθμοῦ...	[197, 144, 387, 189]
filler-text: ··· ··· ··· ··· ··· ··· ··· ··· ··· ··· ··· ··· ··· ··· ··· ··· ··· ··· ··· ··· ··· ···	[590, 149, 771, 172]
filler-text: ··· ··· ··· ··· ··· ··· ··· ··· ··· ··· ··· ··· ··· ··· ··· ··· ··· ··· ··· ··· ··· ···	[590, 987, 771, 1011]
notice-item: Ὁ ΟΔΥΣΣΕΑΣ ΠΑΠΑΓΙΑΝΝΟΥ...	[407, 933, 555, 945]
subhead-camp: Ἡ κατασκήνωσις εἰς τό Πήλιον	[405, 1259, 572, 1275]
subhead-compliment: ΚΟΜΠΛΙΜΕΝΤΟ	[1197, 1437, 1302, 1453]
news-headline: ΠΟΛΥΜΕΛΗΣ ΟΜΙΛΟΣ ΑΜΕΡΙΚΑΝΩΝ ΣΠΟΥΔΑΣΤΩΝ ΕΙΣ ΤΑΣ ΑΘΗΝΑΣ	[1353, 987, 1559, 1036]
page-number-header: Σελίς 3	[1351, 57, 1561, 98]
photo-row	[967, 83, 1341, 515]
notice-item: Ὁ ΒΑΣΙΛΕΙΟΣ ΑΘΑΝΑΣΟΠΟΥΛΟΣ τοῦ Νικολάου καί τῆς Ἀθηνᾶς, τό γένος Δημητρίου, γεννηθείς εἰς Τρίπολιν...	[397, 130, 580, 164]
cinema-entry: ΑΝΑΤΟΛΙΑ τηλ. 311-220: «Ἡ κρυμμένη τρομοκρατία»	[12, 1714, 196, 1737]
news-headline: 10.673.916 ΔΡΑΧΜΩΝ ΔΙΑ ΤΗΝ ΠΡΟΩΘΗΣΙΝ ΤΟΥ ΠΡΟΓΡΑΜΜΑΤΟΣ ΔΑΣΙΚΗΣ ΟΔΟΠΟΙΪΑΣ	[1360, 741, 1552, 805]
filler-text: ··· ··· ··· ··· ··· ··· ··· ··· ··· ··· ··· ··· ··· ··· ··· ··· ··· ··· ··· ··· ··· ··· ··· ··· ··· ··· ··· ··· ··· ··· ··· ··· ··· ··· ··· ··· ··· ··· ··· ··· ··· ··· ··· ···	[1351, 424, 1561, 459]
notice-item: Ὁ ΙΩΑΝΝΗΣ ΠΑΣΓΑΛΙΔΗΣ...	[407, 599, 540, 610]
filler-text: ··· ··· ··· ··· ··· ··· ··· ··· ··· ··· ··· ··· ··· ··· ··· ··· ··· ··· ··· ··· ··· ···	[590, 1050, 771, 1073]
cinema-entry: ΚΑΣΤΕΛΛΟ τηλ. 511-230: «Ἡ μεγάλη περιπέτεια»	[210, 1552, 387, 1575]
subhead-donations: Δωρεαί	[12, 360, 187, 380]
subhead-amounts: ΠΟΣΑ ΚΑΤΑΒΑΛΛΟΥΝ	[989, 1487, 1129, 1503]
notice-item: Ὁ ΚΥΡΙΑΚΟΣ ΠΑΠΑΔΟΠΟΥΛΟΣ...	[407, 866, 564, 878]
name-day-entry: Ἡ κ. Σοφία Δημητρίου δέν θά δεχθῇ.	[600, 395, 753, 407]
article-text: Ἡ ἐκκλησία Ναγωνικός εὐχαριστοῦμεν θερμότατα πάντας τούς συμμετασχόντας...	[12, 485, 187, 522]
filler-text: ··· ··· ··· ··· ··· ··· ··· ··· ··· ··· ··· ··· ··· ··· ··· ··· ··· ··· ··· ··· ··· ··· ··· ··· ··· ··· ··· ··· ··· ··· ··· ··· ··· ··· ··· ··· ··· ··· ··· ··· ··· ··· ··· ··· ··· ··· ··· ··· ··· ··· ··· ··· ··· ··· ··· ··· ··· ··· ··· ··· ··· ···	[197, 194, 387, 251]
filler-text: ··· ··· ··· ··· ··· ··· ··· ··· ··· ··· ··· ··· ··· ··· ··· ··· ··· ··· ··· ··· ··· ··· ··· ··· ··· ··· ··· ··· ··· ··· ··· ··· ··· ··· ··· ··· ··· ··· ··· ··· ··· ··· ··· ···	[1351, 943, 1561, 978]
filler-text: ··· ··· ··· ··· ··· ··· ··· ··· ··· ··· ··· ··· ··· ··· ··· ··· ··· ··· ··· ··· ··· ··· ··· ··· ··· ··· ··· ··· ··· ··· ··· ··· ··· ··· ··· ··· ··· ··· ··· ··· ··· ··· ··· ···	[1351, 574, 1561, 609]
name-day-entry: Ἡ κ. Σοφία Θεοδωρίδου δέν θά δεχθῇ.	[600, 520, 760, 532]
filler-text: ··· ··· ··· ··· ··· ··· ··· ··· ··· ··· ··· ··· ··· ··· ··· ··· ··· ··· ··· ··· ··· ··· ··· ··· ··· ··· ···	[590, 1393, 771, 1417]
subhead-commander: Ὁ διοικητής τοῦ Γ.Σ.Σ. συγχαίρει τό ἔθνος τῆς Θεσσαλονίκης	[781, 673, 958, 705]
cinema-entries	[12, 1576, 196, 2017]
article-text: Ὁ Ἀδελφότης Κρεμαστῶν Ρόδου, ὡργανώνει τήν ἑορτήν τῆς Παναγίας...	[197, 603, 387, 626]
province-entries	[210, 1871, 387, 1915]
filler-text: ··· ··· ··· ··· ··· ··· ··· ··· ··· ··· ··· ··· ··· ··· ··· ··· ··· ··· ··· ··· ··· ···	[590, 1175, 771, 1198]
caption-continuation	[967, 560, 1341, 606]
news-headline: Ο ΔΗΜΑΡΧΟΣ ΤΟΡΟΝΤΟ ΘΑ ΕΠΙΣΚΕΦΘΗ ΤΗΝ ΕΛΛΑΔΑ	[1355, 880, 1557, 912]
cinema-entry: ΓΑΛΑΞΙΑΣ τηλ. 512-040: «Ὁ μεγάλος ἔρως»	[12, 1874, 196, 1897]
name-day-entry: Ἡ κ. Σοφία Λαζαρίδου δέν θά δεχθῇ.	[600, 709, 753, 721]
alphabet-letter: Σ	[675, 1078, 685, 1094]
filler-text: ··· ··· ··· ··· ··· ··· ··· ··· ··· ··· ··· ··· ··· ··· ··· ··· ··· ··· ··· ··· ··· ··· ··· ··· ··· ··· ··· ··· ··· ··· ··· ··· ··· ··· ··· ··· ··· ··· ··· ··· ··· ··· ··· ···	[781, 317, 958, 363]
filler-text: ··· ··· ··· ··· ··· ··· ··· ··· ··· ··· ··· ··· ··· ··· ··· ··· ··· ··· ··· ··· ··· ··· ··· ··· ··· ··· ··· ··· ··· ··· ··· ··· ··· ··· ··· ··· ··· ··· ··· ··· ··· ··· ··· ···	[397, 682, 580, 727]
section-header-social: Κοινωνικά	[12, 57, 187, 98]
section-header-not-celebrating: Μή ἑορτάζοντες	[590, 57, 771, 98]
filler-text: ··· ··· ··· ··· ··· ··· ··· ··· ··· ··· ··· ··· ··· ··· ··· ··· ··· ··· ··· ··· ··· ··· ··· ··· ··· ··· ··· ··· ··· ··· ··· ··· ··· ··· ··· ··· ··· ··· ··· ··· ··· ··· ··· ···	[1351, 836, 1561, 870]
subhead-artists: ΟΙ ΚΑΛΛΙΤΕΧΝΑΙ	[1003, 1029, 1115, 1045]
filler-text: ··· ··· ··· ··· ··· ··· ··· ··· ··· ··· ··· ··· ··· ··· ··· ··· ··· ··· ··· ··· ··· ··· ··· ··· ··· ··· ··· ··· ··· ··· ··· ··· ··· ··· ··· ··· ··· ··· ··· ··· ··· ··· ···	[1158, 904, 1341, 950]
cinema-list-a	[12, 1552, 196, 2022]
article-text: Ὁ κ. Κωνσταντῖνος Χατζηνικολάου, διαλύει τούς ἀρραβῶνας...	[12, 328, 187, 352]
filler-text: ··· ··· ··· ··· ··· ··· ··· ··· ··· ··· ··· ··· ··· ··· ··· ··· ··· ··· ··· ··· ··· ··· ··· ··· ··· ··· ··· ··· ··· ··· ··· ··· ··· ··· ··· ··· ··· ··· ··· ··· ··· ··· ··· ···	[397, 549, 580, 594]
subhead-wishes: Εὐχετήρια	[12, 241, 187, 261]
article-text: Τόν προσφιλῆ μας σύζυγον καί πατέρα ΠΑΝΑΓΙΩΤΗΝ ΜΥΛΩΝΑ κηδεύομεν σήμερον...	[12, 742, 187, 779]
cinema-entry: ΛΥΡΑ τηλ. 43-804: «Τό ταξίδι»	[220, 1645, 351, 1656]
article-text: Τόν θέλωνον τῆς φίλων κ. Γεώργιον Δημητρίου, ἰατρόν, εὐχόμεθα ἐκ βάθους καρδίας...	[12, 262, 187, 299]
cinema-columns	[12, 1552, 387, 2022]
column-name-days	[590, 57, 771, 2314]
cinema-entry: ΑΛΚΥΩΝ τηλ. 510-100: «Ἡ Κατίνα στό Παρίσι»	[12, 1658, 196, 1682]
notice-item: Ὁ ΠΑΡΑΔΑΣΚΑΛΟΣ ΚΑΤΣΑΔΑΣΗΣ...	[407, 376, 578, 387]
coin-price: 275.00	[919, 865, 948, 877]
filler-text: ··· ··· ··· ··· ··· ··· ··· ··· ··· ··· ··· ··· ··· ··· ··· ··· ··· ··· ··· ··· ··· ··· ··· ··· ··· ··· ··· ··· ··· ··· ··· ··· ··· ··· ··· ··· ··· ··· ··· ··· ··· ··· ··· ···	[781, 474, 958, 519]
gold-price-row	[790, 889, 948, 901]
news-body: ΑΘΗΝΑΙ, 16.— Ὁ ναυτικός Α. Π. ἀπώλεσε πορτοφόλιον περιέχον 16.000 δρχ. καί 187 στερλίνας...	[1351, 1408, 1561, 1442]
